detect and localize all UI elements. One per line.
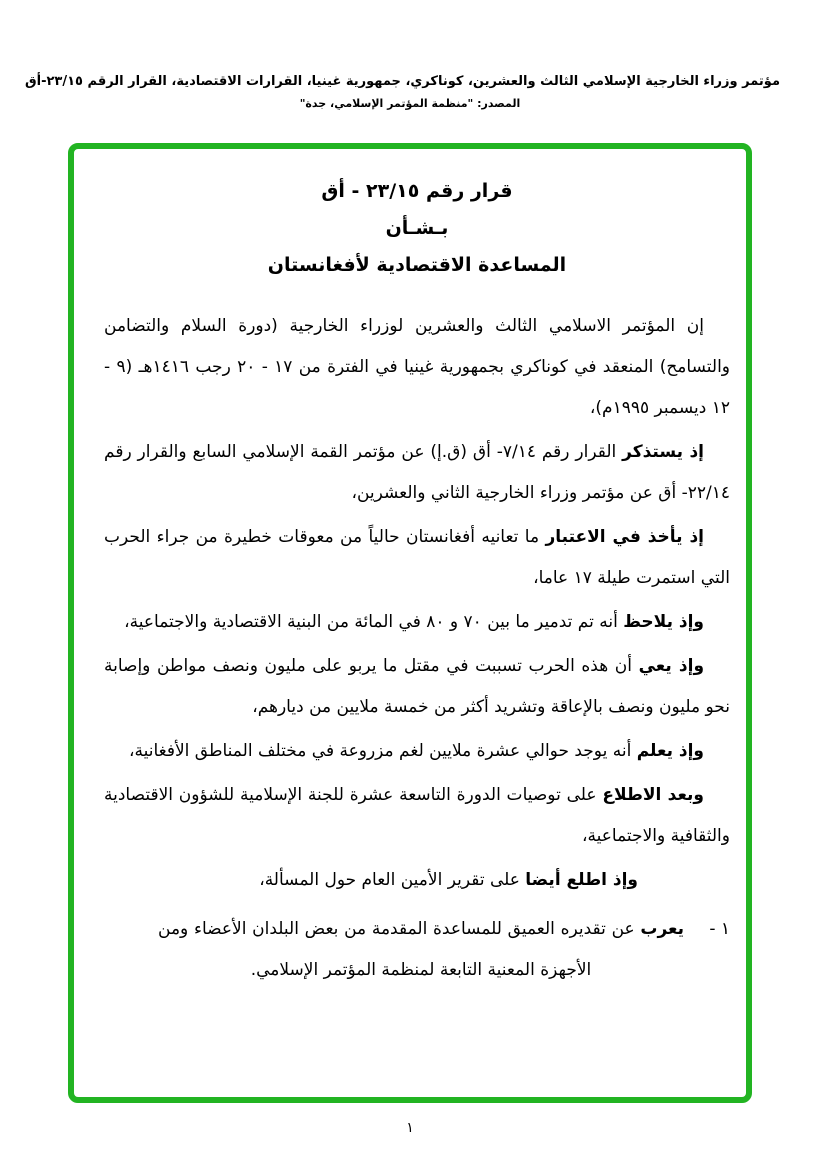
paragraph-having-also-reviewed [104,860,730,901]
paragraph-noting [104,602,730,643]
document-header [24,72,780,110]
item-lead: يعرب [640,919,684,939]
paragraph-lead: وإذ اطلع أيضا [525,870,638,890]
operative-item-1 [104,909,730,991]
paragraph-having-reviewed [104,775,730,857]
paragraph-lead: إذ يستذكر [622,442,705,462]
paragraph-knowing [104,731,730,772]
resolution-title-block [104,173,730,284]
resolution-number-title: قرار رقم ٢٣/١٥ - أق [321,180,513,202]
paragraph-text: ما تعانيه أفغانستان حالياً من معوقات خطيرة من جراء الحرب التي استمرت طيلة ١٧ عاما، [104,527,730,588]
header-publisher-line: المصدر: "منظمة المؤتمر الإسلامي، جدة" [299,97,521,110]
paragraph-aware [104,646,730,728]
subject-title: المساعدة الاقتصادية لأفغانستان [267,254,567,276]
regarding-title: بـشـأن [385,217,449,239]
preamble-paragraph: إن المؤتمر الاسلامي الثالث والعشرين لوزراء الخارجية (دورة السلام والتضامن والتسامح) المنعقد في كوناكري بجمهورية غينيا في الفترة من ١٧ - ٢٠ رجب ١٤١٦هـ (٩ - ١٢ ديسمبر ١٩٩٥م)، [104,316,730,418]
paragraph-recalling [104,432,730,514]
page-number: ١ [406,1120,414,1136]
paragraph-taking-into-account [104,517,730,599]
paragraph-lead: وبعد الاطلاع [602,785,704,805]
item-text [104,909,684,991]
paragraph-text: على توصيات الدورة التاسعة عشرة للجنة الإسلامية للشؤون الاقتصادية والثقافية والاجتماعية، [104,785,730,846]
paragraph-text: أنه يوجد حوالي عشرة ملايين لغم مزروعة في مختلف المناطق الأفغانية، [129,741,632,761]
paragraph-text: القرار رقم ٧/١٤- أق (ق.إ) عن مؤتمر القمة الإسلامي السابع والقرار رقم ٢٢/١٤- أق عن مؤتمر وزراء الخارجية الثاني والعشرين، [104,442,730,503]
item-number: ١ - [709,919,730,939]
paragraph-text: أن هذه الحرب تسببت في مقتل ما يربو على مليون ونصف مواطن وإصابة نحو مليون ونصف بالإعاقة وتشريد أكثر من خمسة ملايين من ديارهم، [104,656,730,717]
paragraph-lead: وإذ يعلم [636,741,704,761]
paragraph-text: أنه تم تدمير ما بين ٧٠ و ٨٠ في المائة من البنية الاقتصادية والاجتماعية، [124,612,618,632]
paragraph-lead: وإذ يعي [638,656,705,676]
resolution-frame [68,143,752,1103]
item-body: عن تقديره العميق للمساعدة المقدمة من بعض البلدان الأعضاء ومن الأجهزة المعنية التابعة لمنظمة المؤتمر الإسلامي. [158,919,635,980]
paragraph-lead: وإذ يلاحظ [623,612,704,632]
header-source-line: مؤتمر وزراء الخارجية الإسلامي الثالث والعشرين، كوناكري، جمهورية غينيا، القرارات الاقتصادية، القرار الرقم ٢٣/١٥-أق [24,74,780,89]
paragraph-text: على تقرير الأمين العام حول المسألة، [259,870,520,890]
paragraph-lead: إذ يأخذ في الاعتبار [545,527,704,547]
